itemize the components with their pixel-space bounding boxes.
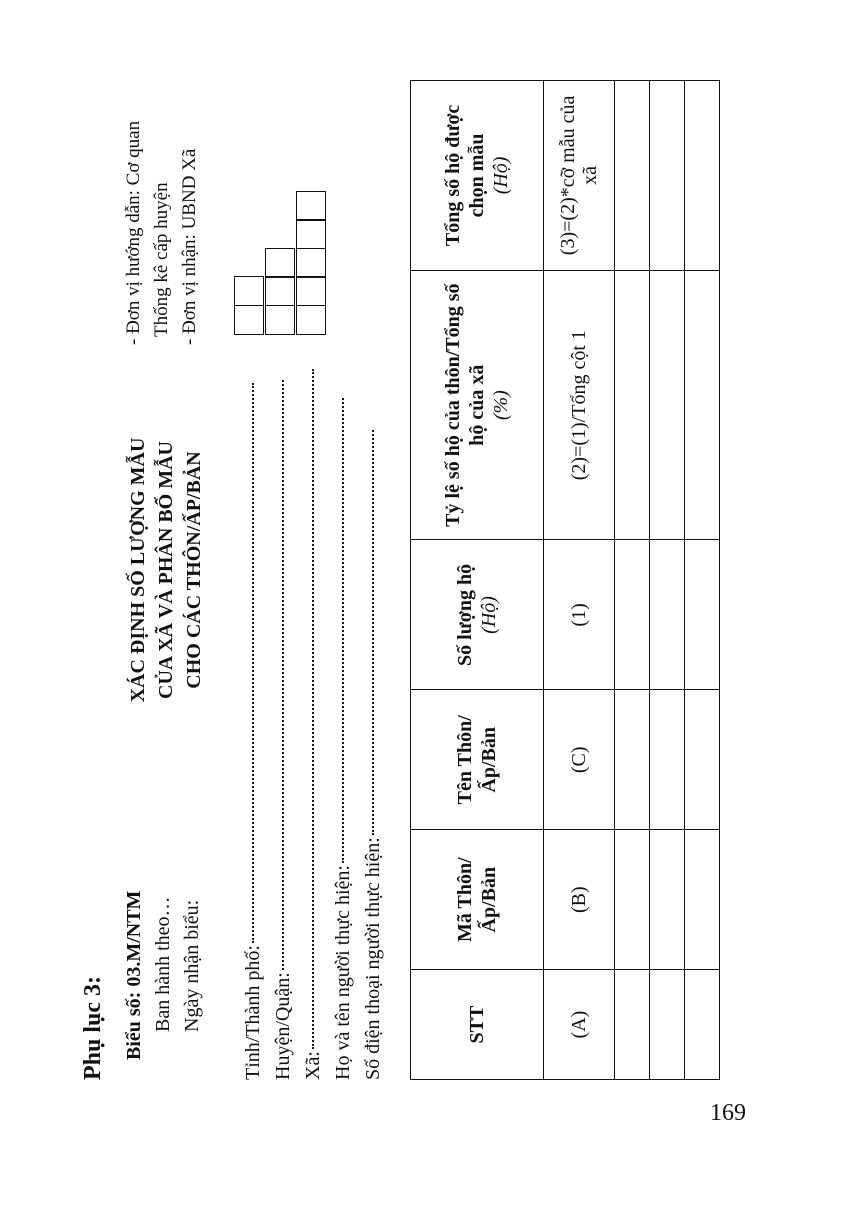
table-cell[interactable]: [685, 690, 720, 830]
header-sampled-households: Tổng số hộ được chọn mẫu (Hộ): [411, 81, 544, 271]
commune-label: Xã:: [302, 1051, 324, 1080]
title-line-1: XÁC ĐỊNH SỐ LƯỢNG MẪU: [127, 437, 149, 703]
province-field[interactable]: [238, 369, 268, 1080]
table-cell[interactable]: [685, 830, 720, 970]
province-label: Tỉnh/Thành phố:: [242, 945, 264, 1080]
formula-cell: (1): [544, 540, 615, 690]
code-box[interactable]: [234, 277, 264, 307]
surveyor-phone-label: Số điện thoại người thực hiện:: [362, 837, 384, 1080]
district-code-boxes: [265, 191, 295, 335]
table-header-row: [411, 81, 544, 1080]
table-cell[interactable]: [615, 690, 650, 830]
commune-dotted-line: [312, 369, 314, 1049]
province-dotted-line: [252, 383, 254, 943]
header-household-count: Số lượng hộ (Hộ): [411, 540, 544, 690]
table-cell[interactable]: [650, 540, 685, 690]
formula-cell: (2)=(1)/Tổng cột 1: [544, 270, 615, 540]
table-cell[interactable]: [615, 970, 650, 1080]
surveyor-name-field[interactable]: [328, 369, 358, 1080]
title-line-2: CỦA XÃ VÀ PHÂN BỔ MẪU: [155, 441, 177, 699]
code-box[interactable]: [296, 220, 326, 250]
title-line-3: CHO CÁC THÔN/ẤP/BẢN: [183, 451, 205, 689]
province-code-boxes: [234, 191, 264, 335]
code-box[interactable]: [296, 277, 326, 307]
table-cell[interactable]: [685, 540, 720, 690]
formula-cell: (C): [544, 690, 615, 830]
formula-row: [544, 81, 615, 1080]
table-row: [650, 81, 685, 1080]
form-number: Biểu số: 03.M/NTM: [123, 890, 145, 1060]
district-dotted-line: [282, 380, 284, 970]
code-box[interactable]: [265, 277, 295, 307]
location-fields: [238, 369, 388, 1080]
guidance-unit-cont: Thống kê cấp huyện: [151, 182, 172, 337]
table-cell[interactable]: [615, 830, 650, 970]
table-cell[interactable]: [615, 540, 650, 690]
surveyor-name-label: Họ và tên người thực hiện:: [332, 865, 354, 1080]
surveyor-phone-field[interactable]: [358, 369, 388, 1080]
code-box[interactable]: [296, 305, 326, 335]
issued-by: Ban hành theo…: [152, 896, 174, 1032]
header-village-name: Tên Thôn/ Ấp/Bản: [411, 690, 544, 830]
surveyor-name-dotted-line: [342, 398, 344, 863]
table-cell[interactable]: [615, 81, 650, 271]
code-boxes: [234, 191, 326, 335]
table-cell[interactable]: [685, 81, 720, 271]
formula-cell: (A): [544, 970, 615, 1080]
commune-code-boxes: [296, 191, 326, 335]
code-box[interactable]: [234, 305, 264, 335]
table-row: [615, 81, 650, 1080]
appendix-title: Phụ lục 3:: [80, 975, 106, 1080]
allocation-table-wrap: [410, 80, 720, 1080]
header-stt: STT: [411, 970, 544, 1080]
surveyor-phone-dotted-line: [372, 430, 374, 835]
district-field[interactable]: [268, 369, 298, 1080]
code-box[interactable]: [265, 305, 295, 335]
guidance-unit: - Đơn vị hướng dẫn: Cơ quan: [123, 120, 144, 345]
table-cell[interactable]: [650, 270, 685, 540]
table-cell[interactable]: [650, 830, 685, 970]
header-household-ratio: Tỷ lệ số hộ của thôn/Tổng số hộ của xã (%): [411, 270, 544, 540]
rotated-page: [80, 80, 740, 1080]
formula-cell: (B): [544, 830, 615, 970]
table-cell[interactable]: [650, 81, 685, 271]
form-meta: [120, 891, 207, 1060]
table-cell[interactable]: [650, 970, 685, 1080]
receiving-unit: - Đơn vị nhận: UBND Xã: [179, 148, 200, 345]
commune-field[interactable]: [298, 369, 328, 1080]
form-title: [124, 390, 208, 750]
table-cell[interactable]: [615, 270, 650, 540]
district-label: Huyện/Quận:: [272, 972, 294, 1080]
table-cell[interactable]: [685, 270, 720, 540]
table-row: [685, 81, 720, 1080]
formula-cell: (3)=(2)*cỡ mẫu của xã: [544, 81, 615, 271]
header-village-code: Mã Thôn/ Ấp/Bản: [411, 830, 544, 970]
table-cell[interactable]: [650, 690, 685, 830]
allocation-table: [410, 80, 720, 1080]
code-box[interactable]: [296, 248, 326, 278]
code-box[interactable]: [296, 191, 326, 221]
code-box[interactable]: [265, 248, 295, 278]
table-cell[interactable]: [685, 970, 720, 1080]
page-number: 169: [710, 1100, 746, 1126]
unit-info: [120, 121, 204, 345]
receive-date: Ngày nhận biểu:: [181, 899, 203, 1032]
